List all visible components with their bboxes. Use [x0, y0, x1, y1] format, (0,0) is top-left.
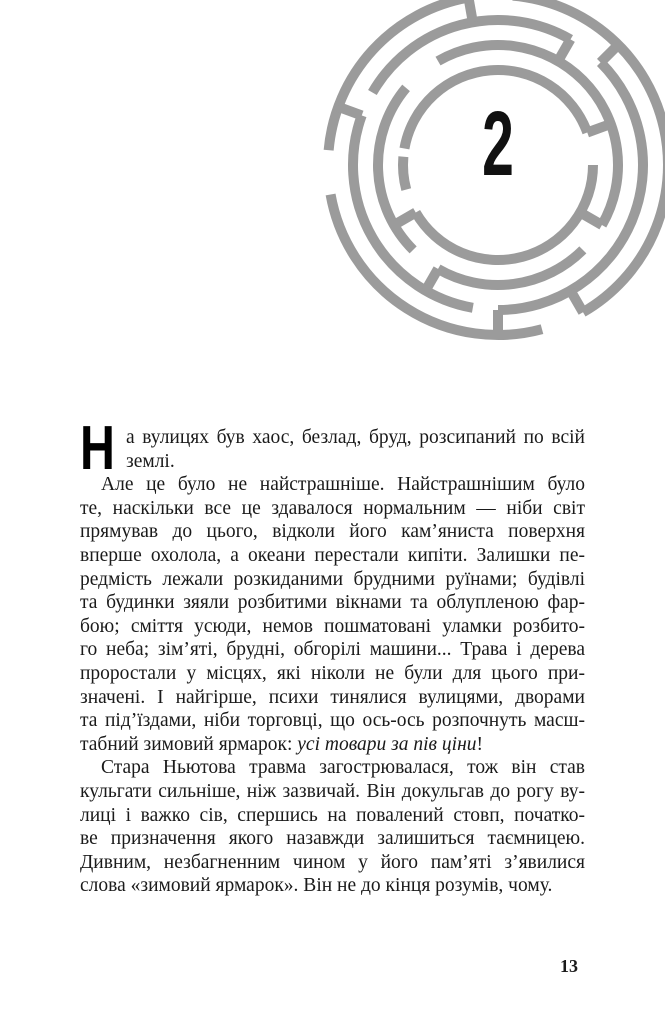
- text-line-content: проростали у місцях, які ніколи не були для цього при-: [80, 662, 585, 684]
- maze-wall: [338, 107, 361, 116]
- text-line: [80, 709, 585, 733]
- text-line: [80, 733, 585, 757]
- text-segment: табний зимовий ярмарок:: [80, 733, 298, 755]
- maze-wall: [580, 213, 602, 226]
- text-line-content: лиці і важко сів, спершись на повалений стовп, початко-: [80, 804, 585, 826]
- text-line-content: вперше охолола, а океани перестали кипіти. Залишки пе-: [80, 544, 585, 566]
- text-line-content: Стара Ньютова травма загострювалася, тож він став: [101, 757, 585, 779]
- maze-arc: [329, 0, 469, 150]
- maze-wall: [571, 291, 584, 313]
- text-line-content: те, наскільки все це здавалося нормальним — ніби світ: [80, 497, 585, 519]
- text-line: [80, 591, 585, 615]
- text-line-content: слова «зимовий ярмарок». Він не до кінця розумів, чому.: [80, 875, 553, 897]
- text-line: [80, 756, 585, 780]
- text-line-content: [80, 734, 483, 755]
- text-line-content: бою; сміття усюди, немов пошматовані уламки розбито-: [80, 615, 585, 637]
- text-line: [80, 686, 585, 710]
- page-number: 13: [560, 956, 578, 976]
- text-line-content: Але це було не найстрашніше. Найстрашнішим було: [101, 474, 585, 496]
- text-line-content: ве призначення якого назавжди залишиться таємницею.: [80, 828, 585, 850]
- text-line: [80, 520, 585, 544]
- text-line-content: кульгати сильніше, ніж зазвичай. Він докульгав до рогу ву-: [80, 780, 585, 802]
- body-text: [80, 414, 585, 898]
- text-line: [80, 780, 585, 804]
- text-line-content: та будинки зяяли розбитими вікнами та облупленою фар-: [80, 592, 585, 614]
- maze-wall: [558, 39, 571, 61]
- text-line-content: прямував до цього, відколи його кам’яниста поверхня: [80, 521, 585, 543]
- text-line-content: значені. І найгірше, психи тинялися вулицями, дворами: [80, 686, 585, 708]
- text-line: [80, 638, 585, 662]
- text-line: [80, 497, 585, 521]
- text-line: [80, 874, 585, 898]
- maze-wall: [601, 45, 619, 63]
- text-line: [80, 568, 585, 592]
- maze-wall: [426, 269, 439, 291]
- maze-wall: [468, 0, 472, 22]
- text-line-content: Дивним, незбагненним чином у його пам’яті з’явилися: [80, 851, 585, 873]
- text-line: [80, 450, 585, 474]
- text-line: [80, 615, 585, 639]
- text-line-content: а вулицях був хаос, безлад, бруд, розсипаний по всій: [126, 427, 585, 448]
- text-line-content: землі.: [126, 450, 175, 472]
- chapter-number: 2: [482, 93, 514, 195]
- text-line-content: редмість лежали розкиданими брудними руїнами; будівлі: [80, 568, 585, 590]
- maze-arc: [403, 157, 406, 190]
- text-line: [80, 426, 585, 450]
- text-line-content: го неба; зім’яті, брудні, обгорілі машини... Трава і дерева: [80, 639, 585, 661]
- text-segment: !: [476, 733, 483, 755]
- italic-phrase: усі товари за пів ціни: [297, 733, 477, 755]
- text-line: [80, 662, 585, 686]
- text-line: [80, 544, 585, 568]
- text-line-content: та під’їздами, ніби торговці, що ось-ось розпочнуть масш-: [80, 710, 585, 732]
- maze-wall: [394, 213, 416, 226]
- text-line: [80, 851, 585, 875]
- maze-wall: [587, 124, 610, 133]
- text-line: [80, 827, 585, 851]
- text-line: [80, 473, 585, 497]
- text-line: [80, 804, 585, 828]
- drop-cap: Н: [80, 414, 115, 483]
